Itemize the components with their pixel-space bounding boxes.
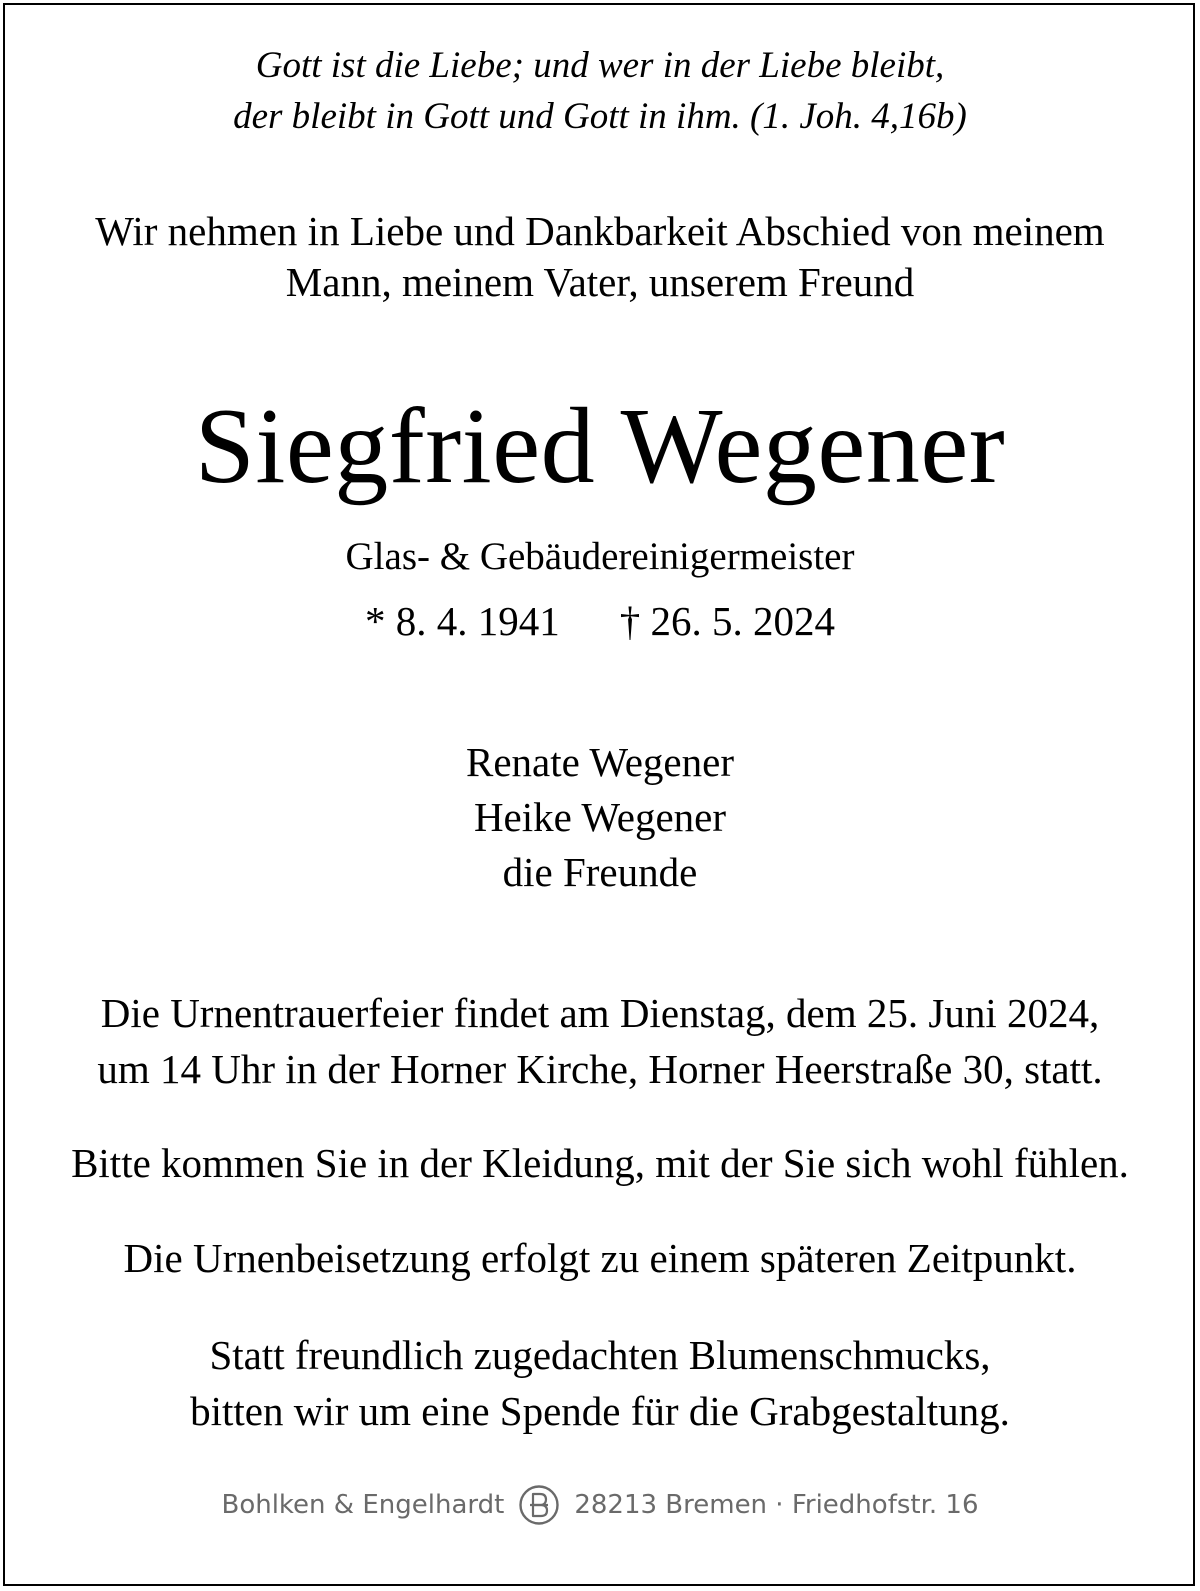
verse-line-2: der bleibt in Gott und Gott in ihm. (1. Joh. 4,16b)	[233, 96, 967, 137]
burial-note: Die Urnenbeisetzung erfolgt zu einem späteren Zeitpunkt.	[123, 1235, 1077, 1281]
dress-note: Bitte kommen Sie in der Kleidung, mit der Sie sich wohl fühlen.	[71, 1140, 1129, 1186]
flowers-line-2: bitten wir um eine Spende für die Grabgestaltung.	[190, 1388, 1010, 1434]
be-monogram-icon	[518, 1484, 560, 1526]
mourner-item: Heike Wegener	[473, 794, 727, 840]
birth-date: * 8. 4. 1941	[365, 598, 560, 644]
ceremony-line-1: Die Urnentrauerfeier findet am Dienstag, dem 25. Juni 2024,	[100, 990, 1100, 1036]
life-dates	[0, 594, 1200, 648]
intro-line-2: Mann, meinem Vater, unserem Freund	[285, 259, 915, 305]
deceased-name: Siegfried Wegener	[194, 387, 1006, 506]
bible-verse	[0, 40, 1200, 142]
funeral-home-footer	[0, 1482, 1200, 1528]
ceremony-line-2: um 14 Uhr in der Horner Kirche, Horner Heerstraße 30, statt.	[97, 1046, 1103, 1092]
deceased-profession: Glas- & Gebäudereinigermeister	[345, 535, 855, 578]
mourner-item: Renate Wegener	[465, 739, 734, 785]
funeral-home-name: Bohlken & Engelhardt	[221, 1490, 505, 1520]
flowers-note	[0, 1327, 1200, 1439]
verse-line-1: Gott ist die Liebe; und wer in der Liebe bleibt,	[255, 45, 945, 86]
funeral-home-address: 28213 Bremen · Friedhofstr. 16	[574, 1490, 979, 1520]
mourner-item: die Freunde	[502, 849, 698, 895]
death-date: † 26. 5. 2024	[619, 598, 835, 644]
mourners-list	[0, 735, 1200, 900]
intro-line-1: Wir nehmen in Liebe und Dankbarkeit Abschied von meinem	[95, 208, 1105, 254]
intro-text	[0, 206, 1200, 308]
flowers-line-1: Statt freundlich zugedachten Blumenschmucks,	[209, 1332, 991, 1378]
ceremony-info	[0, 985, 1200, 1097]
